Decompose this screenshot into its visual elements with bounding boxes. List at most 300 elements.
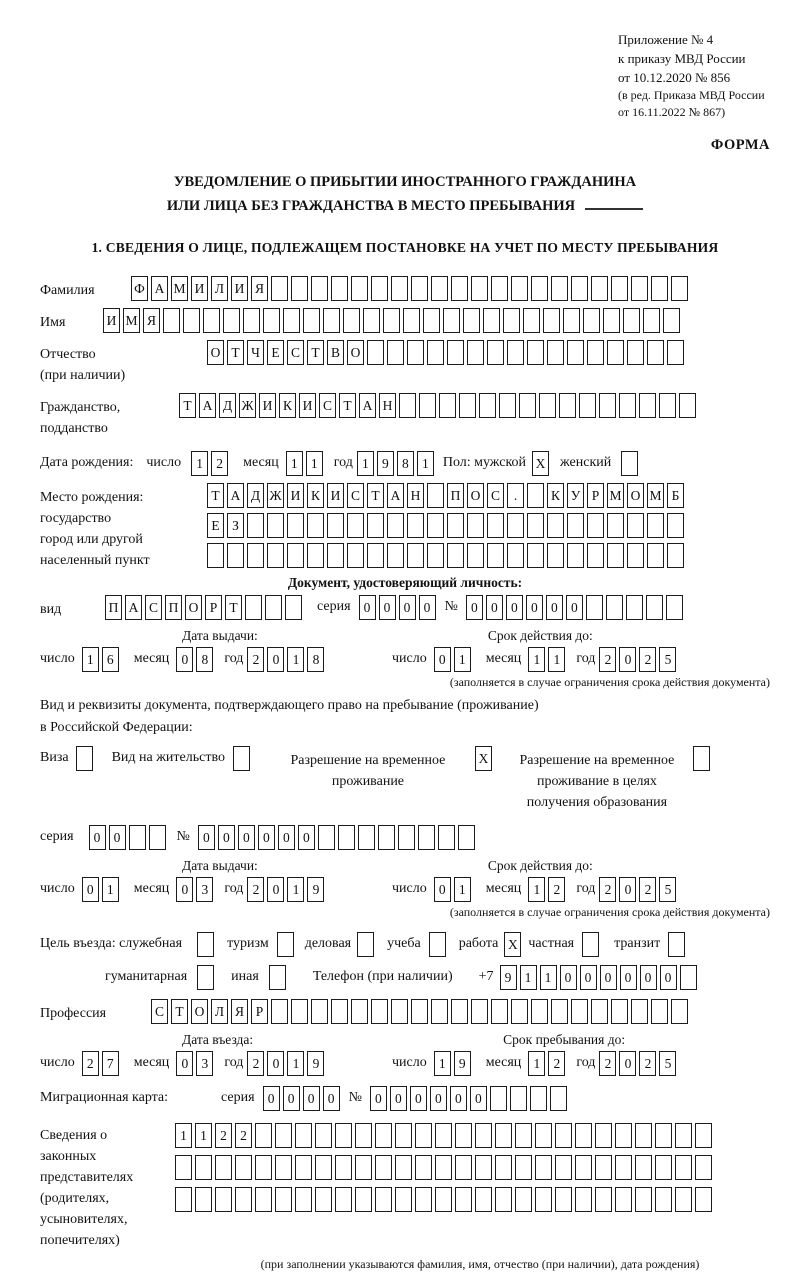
form-cell[interactable] [519,393,536,418]
form-cell[interactable] [611,276,628,301]
form-cell[interactable]: 0 [390,1086,407,1111]
form-cell[interactable] [575,1187,592,1212]
form-cell[interactable] [587,340,604,365]
form-cell[interactable]: 0 [399,595,416,620]
form-cell[interactable]: 0 [176,647,193,672]
form-cell[interactable] [527,483,544,508]
form-cell[interactable] [547,340,564,365]
form-cell[interactable] [626,595,643,620]
form-cell[interactable] [431,999,448,1024]
form-cell[interactable] [255,1123,272,1148]
form-cell[interactable]: 0 [486,595,503,620]
form-cell[interactable]: Т [207,483,224,508]
form-cell[interactable] [507,340,524,365]
form-cell[interactable] [606,595,623,620]
form-cell[interactable] [415,1123,432,1148]
form-cell[interactable]: С [145,595,162,620]
form-cell[interactable]: 2 [548,1051,565,1076]
form-cell[interactable] [391,999,408,1024]
form-cell[interactable] [643,308,660,333]
form-cell[interactable] [487,543,504,568]
form-cell[interactable] [567,340,584,365]
form-cell[interactable] [591,276,608,301]
form-cell[interactable]: 0 [198,825,215,850]
form-cell[interactable] [615,1155,632,1180]
form-cell[interactable] [615,1123,632,1148]
form-cell[interactable]: С [287,340,304,365]
form-cell[interactable]: О [207,340,224,365]
form-cell[interactable]: 8 [397,451,414,476]
form-cell[interactable] [550,1086,567,1111]
form-cell[interactable]: 0 [218,825,235,850]
form-cell[interactable]: И [191,276,208,301]
form-cell[interactable] [247,543,264,568]
form-cell[interactable] [357,932,374,957]
form-cell[interactable]: Д [219,393,236,418]
form-cell[interactable] [627,513,644,538]
form-cell[interactable]: Т [339,393,356,418]
form-cell[interactable] [395,1187,412,1212]
form-cell[interactable] [693,746,710,771]
form-cell[interactable] [675,1155,692,1180]
form-cell[interactable]: 0 [580,965,597,990]
form-cell[interactable] [415,1155,432,1180]
form-cell[interactable] [395,1123,412,1148]
form-cell[interactable] [575,1123,592,1148]
form-cell[interactable] [427,340,444,365]
form-cell[interactable] [427,483,444,508]
form-cell[interactable] [311,999,328,1024]
form-cell[interactable] [255,1187,272,1212]
form-cell[interactable] [451,276,468,301]
form-cell[interactable] [621,451,638,476]
form-cell[interactable]: 3 [196,1051,213,1076]
form-cell[interactable] [551,999,568,1024]
form-cell[interactable] [235,1155,252,1180]
form-cell[interactable] [539,393,556,418]
form-cell[interactable] [347,513,364,538]
purpose-study-checkbox[interactable] [429,932,449,957]
form-cell[interactable] [535,1155,552,1180]
visa-checkbox[interactable] [76,746,96,771]
form-cell[interactable] [451,999,468,1024]
form-cell[interactable]: Ч [247,340,264,365]
form-cell[interactable] [435,1187,452,1212]
form-cell[interactable] [418,825,435,850]
form-cell[interactable]: 0 [258,825,275,850]
form-cell[interactable] [355,1155,372,1180]
form-cell[interactable]: З [227,513,244,538]
form-cell[interactable] [438,825,455,850]
form-cell[interactable]: 5 [659,877,676,902]
form-cell[interactable] [695,1187,712,1212]
form-cell[interactable] [475,1123,492,1148]
form-cell[interactable] [275,1123,292,1148]
form-cell[interactable] [267,513,284,538]
form-cell[interactable] [267,543,284,568]
form-cell[interactable]: 1 [287,1051,304,1076]
form-cell[interactable] [431,276,448,301]
form-cell[interactable] [203,308,220,333]
form-cell[interactable]: 1 [417,451,434,476]
form-cell[interactable]: 0 [89,825,106,850]
form-cell[interactable] [233,746,250,771]
form-cell[interactable]: 7 [102,1051,119,1076]
form-cell[interactable]: 9 [500,965,517,990]
form-cell[interactable] [615,1187,632,1212]
form-cell[interactable] [507,513,524,538]
form-cell[interactable]: О [627,483,644,508]
form-cell[interactable]: Ж [267,483,284,508]
form-cell[interactable]: 0 [298,825,315,850]
form-cell[interactable] [475,1187,492,1212]
form-cell[interactable] [183,308,200,333]
form-cell[interactable] [455,1155,472,1180]
form-cell[interactable]: О [185,595,202,620]
form-cell[interactable] [586,595,603,620]
form-cell[interactable] [197,932,214,957]
form-cell[interactable]: 0 [466,595,483,620]
form-cell[interactable] [331,999,348,1024]
form-cell[interactable]: Я [143,308,160,333]
form-cell[interactable] [247,513,264,538]
temp-permit-edu-checkbox[interactable] [693,746,713,771]
form-cell[interactable] [307,543,324,568]
form-cell[interactable]: И [327,483,344,508]
form-cell[interactable]: 2 [82,1051,99,1076]
form-cell[interactable]: 2 [247,1051,264,1076]
form-cell[interactable]: 9 [307,1051,324,1076]
form-cell[interactable] [491,999,508,1024]
form-cell[interactable]: 0 [238,825,255,850]
form-cell[interactable] [563,308,580,333]
form-cell[interactable] [375,1123,392,1148]
form-cell[interactable] [547,513,564,538]
form-cell[interactable]: 0 [566,595,583,620]
form-cell[interactable] [383,308,400,333]
form-cell[interactable]: С [319,393,336,418]
form-cell[interactable] [447,340,464,365]
form-cell[interactable] [651,276,668,301]
form-cell[interactable]: 1 [82,647,99,672]
form-cell[interactable] [395,1155,412,1180]
form-cell[interactable] [227,543,244,568]
form-cell[interactable] [531,999,548,1024]
form-cell[interactable]: М [647,483,664,508]
form-cell[interactable] [323,308,340,333]
form-cell[interactable] [647,543,664,568]
form-cell[interactable] [387,543,404,568]
form-cell[interactable] [499,393,516,418]
form-cell[interactable]: 1 [287,647,304,672]
form-cell[interactable] [651,999,668,1024]
form-cell[interactable]: 2 [247,877,264,902]
form-cell[interactable] [435,1155,452,1180]
form-cell[interactable] [647,513,664,538]
form-cell[interactable]: 1 [102,877,119,902]
form-cell[interactable]: М [123,308,140,333]
form-cell[interactable]: 0 [303,1086,320,1111]
form-cell[interactable] [76,746,93,771]
form-cell[interactable]: 0 [267,877,284,902]
form-cell[interactable] [307,513,324,538]
form-cell[interactable]: 0 [619,647,636,672]
form-cell[interactable]: 1 [286,451,303,476]
form-cell[interactable]: 0 [176,1051,193,1076]
form-cell[interactable] [511,276,528,301]
form-cell[interactable] [175,1187,192,1212]
form-cell[interactable] [129,825,146,850]
form-cell[interactable] [275,1187,292,1212]
form-cell[interactable]: 0 [619,877,636,902]
form-cell[interactable] [487,340,504,365]
form-cell[interactable] [427,513,444,538]
form-cell[interactable] [555,1123,572,1148]
form-cell[interactable] [277,932,294,957]
form-cell[interactable]: 0 [619,1051,636,1076]
form-cell[interactable]: 9 [454,1051,471,1076]
form-cell[interactable] [315,1187,332,1212]
form-cell[interactable]: X [504,932,521,957]
form-cell[interactable] [510,1086,527,1111]
form-cell[interactable] [458,825,475,850]
form-cell[interactable] [343,308,360,333]
purpose-private-checkbox[interactable] [582,932,602,957]
form-cell[interactable] [583,308,600,333]
form-cell[interactable]: 1 [175,1123,192,1148]
form-cell[interactable]: Р [205,595,222,620]
form-cell[interactable]: Н [379,393,396,418]
form-cell[interactable] [666,595,683,620]
form-cell[interactable] [587,513,604,538]
form-cell[interactable] [419,393,436,418]
form-cell[interactable] [655,1123,672,1148]
purpose-commercial-checkbox[interactable] [357,932,377,957]
form-cell[interactable] [495,1155,512,1180]
form-cell[interactable] [335,1155,352,1180]
form-cell[interactable] [603,308,620,333]
form-cell[interactable] [659,393,676,418]
form-cell[interactable]: 0 [526,595,543,620]
form-cell[interactable] [547,543,564,568]
form-cell[interactable] [391,276,408,301]
form-cell[interactable]: Л [211,276,228,301]
form-cell[interactable] [195,1187,212,1212]
form-cell[interactable] [571,999,588,1024]
form-cell[interactable] [447,543,464,568]
form-cell[interactable] [668,932,685,957]
form-cell[interactable] [655,1155,672,1180]
form-cell[interactable]: П [105,595,122,620]
form-cell[interactable] [695,1155,712,1180]
form-cell[interactable]: О [191,999,208,1024]
form-cell[interactable] [335,1187,352,1212]
form-cell[interactable]: 0 [660,965,677,990]
form-cell[interactable]: 1 [434,1051,451,1076]
form-cell[interactable] [527,543,544,568]
form-cell[interactable] [265,595,282,620]
form-cell[interactable] [495,1187,512,1212]
form-cell[interactable]: Я [251,276,268,301]
form-cell[interactable]: 1 [528,647,545,672]
residence-permit-checkbox[interactable] [233,746,253,771]
form-cell[interactable]: 2 [639,877,656,902]
form-cell[interactable] [635,1123,652,1148]
form-cell[interactable]: 2 [211,451,228,476]
form-cell[interactable]: И [103,308,120,333]
form-cell[interactable] [530,1086,547,1111]
form-cell[interactable]: Ф [131,276,148,301]
form-cell[interactable] [551,276,568,301]
form-cell[interactable]: 0 [267,647,284,672]
form-cell[interactable]: 0 [600,965,617,990]
form-cell[interactable] [403,308,420,333]
form-cell[interactable]: . [507,483,524,508]
form-cell[interactable]: А [227,483,244,508]
form-cell[interactable] [575,1155,592,1180]
form-cell[interactable] [671,276,688,301]
form-cell[interactable] [439,393,456,418]
form-cell[interactable]: У [567,483,584,508]
form-cell[interactable] [663,308,680,333]
form-cell[interactable]: Т [225,595,242,620]
form-cell[interactable] [627,340,644,365]
form-cell[interactable]: Т [307,340,324,365]
form-cell[interactable]: 0 [546,595,563,620]
form-cell[interactable] [567,543,584,568]
form-cell[interactable] [679,393,696,418]
form-cell[interactable]: Д [247,483,264,508]
form-cell[interactable] [375,1155,392,1180]
form-cell[interactable] [459,393,476,418]
form-cell[interactable] [443,308,460,333]
form-cell[interactable] [335,1123,352,1148]
form-cell[interactable] [595,1187,612,1212]
form-cell[interactable]: 0 [410,1086,427,1111]
form-cell[interactable]: Т [179,393,196,418]
form-cell[interactable]: Б [667,483,684,508]
form-cell[interactable] [367,513,384,538]
form-cell[interactable] [571,276,588,301]
form-cell[interactable]: К [547,483,564,508]
form-cell[interactable]: А [359,393,376,418]
form-cell[interactable] [595,1155,612,1180]
form-cell[interactable]: 0 [434,877,451,902]
form-cell[interactable] [378,825,395,850]
form-cell[interactable] [351,276,368,301]
form-cell[interactable] [467,513,484,538]
form-cell[interactable]: 5 [659,647,676,672]
form-cell[interactable]: А [125,595,142,620]
form-cell[interactable]: 0 [450,1086,467,1111]
form-cell[interactable]: 0 [176,877,193,902]
form-cell[interactable]: 0 [263,1086,280,1111]
form-cell[interactable]: 8 [307,647,324,672]
purpose-work-checkbox[interactable] [504,932,524,957]
form-cell[interactable] [327,513,344,538]
form-cell[interactable] [635,1155,652,1180]
form-cell[interactable]: 1 [195,1123,212,1148]
form-cell[interactable] [495,1123,512,1148]
form-cell[interactable] [235,1187,252,1212]
form-cell[interactable]: Ж [239,393,256,418]
form-cell[interactable] [255,1155,272,1180]
form-cell[interactable]: 1 [306,451,323,476]
form-cell[interactable] [245,595,262,620]
form-cell[interactable]: М [171,276,188,301]
form-cell[interactable] [515,1187,532,1212]
form-cell[interactable]: 2 [548,877,565,902]
form-cell[interactable]: 0 [109,825,126,850]
form-cell[interactable] [671,999,688,1024]
form-cell[interactable]: 2 [235,1123,252,1148]
form-cell[interactable] [338,825,355,850]
form-cell[interactable] [487,513,504,538]
form-cell[interactable] [149,825,166,850]
form-cell[interactable]: В [327,340,344,365]
form-cell[interactable]: 9 [377,451,394,476]
form-cell[interactable]: 1 [540,965,557,990]
form-cell[interactable] [315,1123,332,1148]
form-cell[interactable] [667,513,684,538]
form-cell[interactable] [367,340,384,365]
form-cell[interactable] [407,543,424,568]
form-cell[interactable] [195,1155,212,1180]
form-cell[interactable] [455,1187,472,1212]
form-cell[interactable] [283,308,300,333]
form-cell[interactable]: И [299,393,316,418]
form-cell[interactable]: 0 [267,1051,284,1076]
form-cell[interactable] [285,595,302,620]
form-cell[interactable] [243,308,260,333]
form-cell[interactable] [523,308,540,333]
form-cell[interactable] [490,1086,507,1111]
form-cell[interactable] [635,1187,652,1212]
form-cell[interactable]: С [347,483,364,508]
form-cell[interactable] [607,513,624,538]
form-cell[interactable] [295,1155,312,1180]
form-cell[interactable]: Е [207,513,224,538]
form-cell[interactable] [291,999,308,1024]
form-cell[interactable] [611,999,628,1024]
form-cell[interactable]: 5 [659,1051,676,1076]
form-cell[interactable] [371,276,388,301]
form-cell[interactable] [607,543,624,568]
form-cell[interactable]: 1 [520,965,537,990]
form-cell[interactable] [483,308,500,333]
form-cell[interactable] [479,393,496,418]
temp-permit-checkbox[interactable] [475,746,495,771]
purpose-transit-checkbox[interactable] [668,932,688,957]
form-cell[interactable]: А [151,276,168,301]
form-cell[interactable] [599,393,616,418]
form-cell[interactable] [291,276,308,301]
form-cell[interactable] [515,1155,532,1180]
form-cell[interactable]: К [307,483,324,508]
form-cell[interactable] [318,825,335,850]
form-cell[interactable] [527,340,544,365]
form-cell[interactable] [175,1155,192,1180]
form-cell[interactable]: А [199,393,216,418]
form-cell[interactable] [435,1123,452,1148]
form-cell[interactable] [631,276,648,301]
form-cell[interactable]: 2 [639,1051,656,1076]
form-cell[interactable] [531,276,548,301]
form-cell[interactable] [295,1123,312,1148]
form-cell[interactable] [429,932,446,957]
form-cell[interactable]: 0 [470,1086,487,1111]
form-cell[interactable] [207,543,224,568]
